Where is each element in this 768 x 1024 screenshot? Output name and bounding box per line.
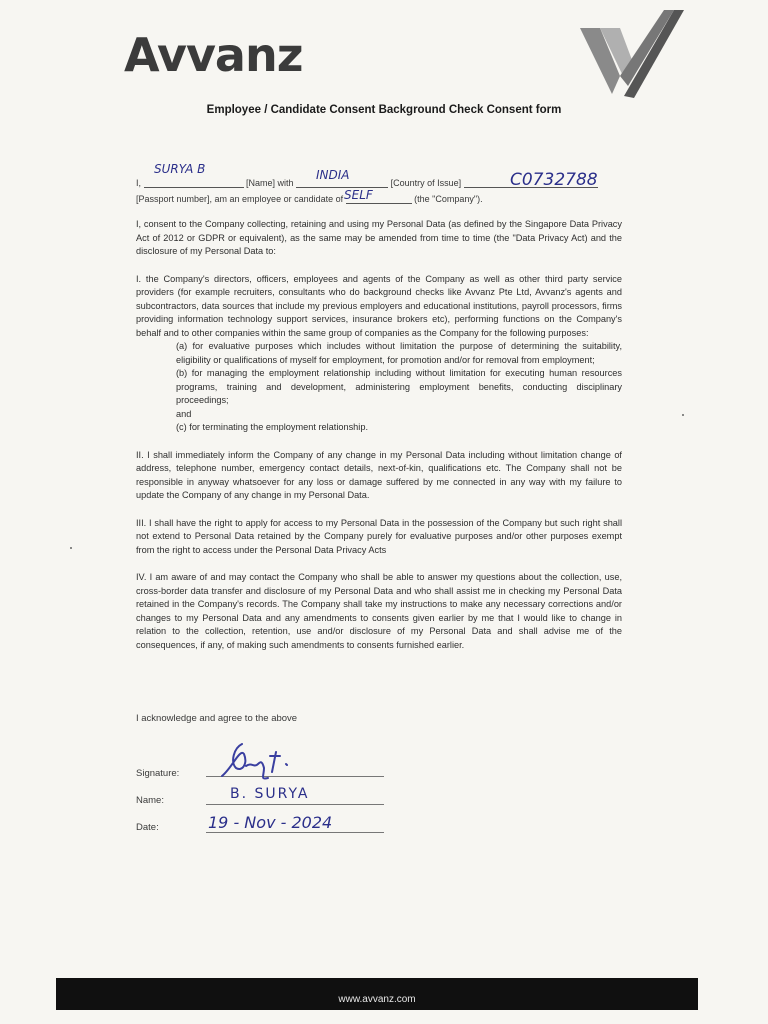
country-label: [Country of Issue] <box>390 178 462 188</box>
prefix-text: I, <box>136 178 142 188</box>
avvanz-check-mark-icon <box>576 6 686 98</box>
handwritten-passport-number: C0732788 <box>510 170 598 190</box>
handwritten-date: 19 - Nov - 2024 <box>208 813 333 832</box>
scan-speck <box>682 414 684 416</box>
acknowledgement-text: I acknowledge and agree to the above <box>136 713 298 724</box>
form-title: Employee / Candidate Consent Background Check Consent form <box>206 104 562 116</box>
company-field[interactable] <box>346 203 412 204</box>
name-label-bottom: Name: <box>136 795 164 806</box>
consent-body <box>136 218 622 666</box>
handwritten-name: SURYA B <box>154 162 206 176</box>
clause-3: III. I shall have the right to apply for access to my Personal Data in the possession of the Company but such right shall not extend to Personal Data retained by the Company purely for evaluative purposes and/or other purposes exempt from the right to access under the Personal Data Privacy Acts <box>136 517 622 555</box>
name-label: [Name] with <box>246 178 294 188</box>
date-label: Date: <box>136 822 159 833</box>
clause-1: I. the Company's directors, officers, employees and agents of the Company as well as other third party service providers (for example recruiters, consultants who do background checks like Avvanz Pte Ltd, Avvanz's agents and subcontractors, data sources that include my previous employers and educational institutions, payroll processors, firms providing information technology support services, insurance brokers etc), performing functions on the Company's behalf and to other companies within the same group of companies as the Company for the following purposes: <box>136 273 622 338</box>
passport-label: [Passport number], am an employee or candidate of <box>136 194 344 204</box>
country-field[interactable] <box>296 187 388 188</box>
footer-url[interactable]: www.avvanz.com <box>338 994 416 1005</box>
signature-label: Signature: <box>136 768 180 779</box>
company-label: (the "Company"). <box>414 194 483 204</box>
handwritten-country: INDIA <box>316 168 350 182</box>
handwritten-printed-name: B. SURYA <box>230 786 310 802</box>
date-field[interactable] <box>206 832 384 833</box>
intro-paragraph: I, consent to the Company collecting, retaining and using my Personal Data (as defined by the Singapore Data Privacy Act of 2012 or GDPR or equivalent), as the same may be amended from time to time (the "Data Privacy Act) and the disclosure of my Personal Data to: <box>136 219 622 256</box>
name-field[interactable] <box>144 187 244 188</box>
handwritten-signature <box>212 738 292 782</box>
clause-1a: (a) for evaluative purposes which includes without limitation the purpose of determining the suitability, eligibility or qualifications of myself for employment, for promotion and/or for removal from employment; <box>176 341 622 365</box>
clause-1c: (c) for terminating the employment relationship. <box>176 422 368 432</box>
clause-1b: (b) for managing the employment relationship including without limitation for executing human resources programs, training and development, administering employment benefits, conducting disciplinary proceedings; <box>176 368 622 405</box>
clause-1-and: and <box>176 408 192 419</box>
consent-line-2 <box>136 194 483 204</box>
company-logo: Avvanz <box>124 28 303 82</box>
scan-speck <box>70 547 72 549</box>
clause-4: IV. I am aware of and may contact the Company who shall be able to answer my questions about the collection, use, cross-border data transfer and disclosure of my Personal Data and who shall assist me in checking my Personal Data retained in the Company's records. The Company shall take my instructions to make any necessary corrections and/or changes to my Personal Data and any amendments to consents given earlier by me that I would like to change in relation to the collection, retention, use and/or disclosure of my Personal Data and shall advise me of the consequences, if any, of making such amendments to consents furnished earlier. <box>136 572 622 650</box>
footer-bar <box>56 978 698 1010</box>
printed-name-field[interactable] <box>206 804 384 805</box>
handwritten-company: SELF <box>344 188 373 202</box>
clause-2: II. I shall immediately inform the Company of any change in my Personal Data including without limitation change of address, telephone number, emergency contact details, next-of-kin, qualifications etc. The Company shall not be responsible in anyway whatsoever for any loss or damage suffered by me connected in any way with my failure to update the Company of any change in my Personal Data. <box>136 449 622 500</box>
